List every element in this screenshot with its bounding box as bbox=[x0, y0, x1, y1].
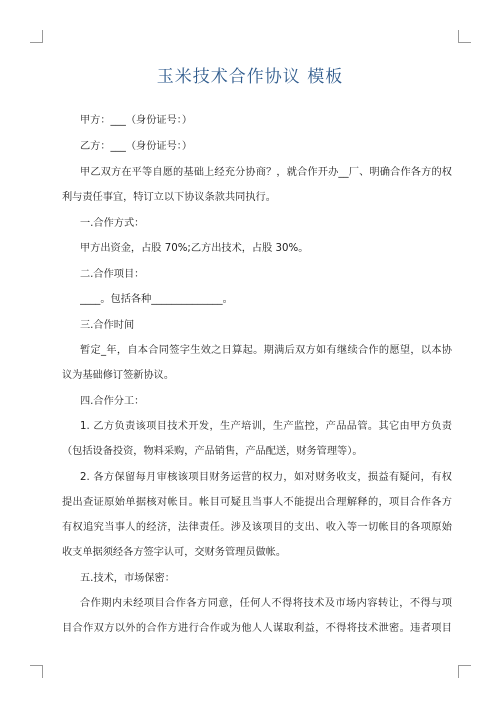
section-heading: 五.技术，市场保密： bbox=[80, 573, 175, 584]
paragraph-line: 有权追究当事人的经济，法律责任。涉及该项目的支出、收入等一切帐目的各项原始 bbox=[62, 522, 452, 533]
paragraph-line: ____。包括各种______________。 bbox=[80, 294, 233, 305]
crop-mark-bottom-right bbox=[458, 665, 471, 678]
section-heading: 二.合作项目： bbox=[80, 269, 145, 280]
crop-mark-bottom-left bbox=[30, 665, 43, 678]
paragraph-line: 甲乙双方在平等自愿的基础上经充分协商？，就合作开办__厂、明确合作各方的权 bbox=[80, 167, 452, 178]
document-title: 玉米技术合作协议 模板 bbox=[156, 67, 344, 87]
paragraph-line: 合作期内未经项目合作各方同意，任何人不得将技术及市场内容转让，不得与项 bbox=[80, 598, 452, 609]
paragraph-line: 提出查证原始单据核对帐目。帐目可疑且当事人不能提出合理解释的，项目合作各方 bbox=[62, 497, 452, 508]
paragraph-line: 收支单据须经各方签字认可，交财务管理员做帐。 bbox=[62, 547, 287, 558]
paragraph-line: （包括设备投资，物料采购，产品销售，产品配送，财务管理等）。 bbox=[62, 446, 363, 457]
party-b-line: 乙方：___（身份证号：） bbox=[80, 141, 193, 152]
paragraph-line: 1. 乙方负责该项目技术开发，生产培训，生产监控，产品品管。其它由甲方负责 bbox=[80, 421, 452, 432]
paragraph-line: 利与责任事宜，特订立以下协议条款共同执行。 bbox=[62, 192, 276, 203]
section-heading: 一.合作方式： bbox=[80, 218, 145, 229]
paragraph-line: 甲方出资金，占股 70%;乙方出技术，占股 30%。 bbox=[80, 243, 309, 254]
paragraph-line: 议为基础修订签新协议。 bbox=[62, 370, 175, 381]
section-heading: 三.合作时间 bbox=[80, 320, 135, 331]
crop-mark-top-right bbox=[458, 30, 471, 43]
paragraph-line: 目合作双方以外的合作方进行合作或为他人人谋取利益，不得将技术泄密。违者项目 bbox=[62, 623, 452, 634]
party-a-line: 甲方：___（身份证号：） bbox=[80, 115, 193, 126]
crop-mark-top-left bbox=[30, 30, 43, 43]
paragraph-line: 2. 各方保留每月审核该项目财务运营的权力，如对财务收支，损益有疑问，有权 bbox=[80, 472, 452, 483]
section-heading: 四.合作分工： bbox=[80, 396, 145, 407]
paragraph-line: 暂定_年，自本合同签字生效之日算起。期满后双方如有继续合作的愿望，以本协 bbox=[80, 345, 452, 356]
